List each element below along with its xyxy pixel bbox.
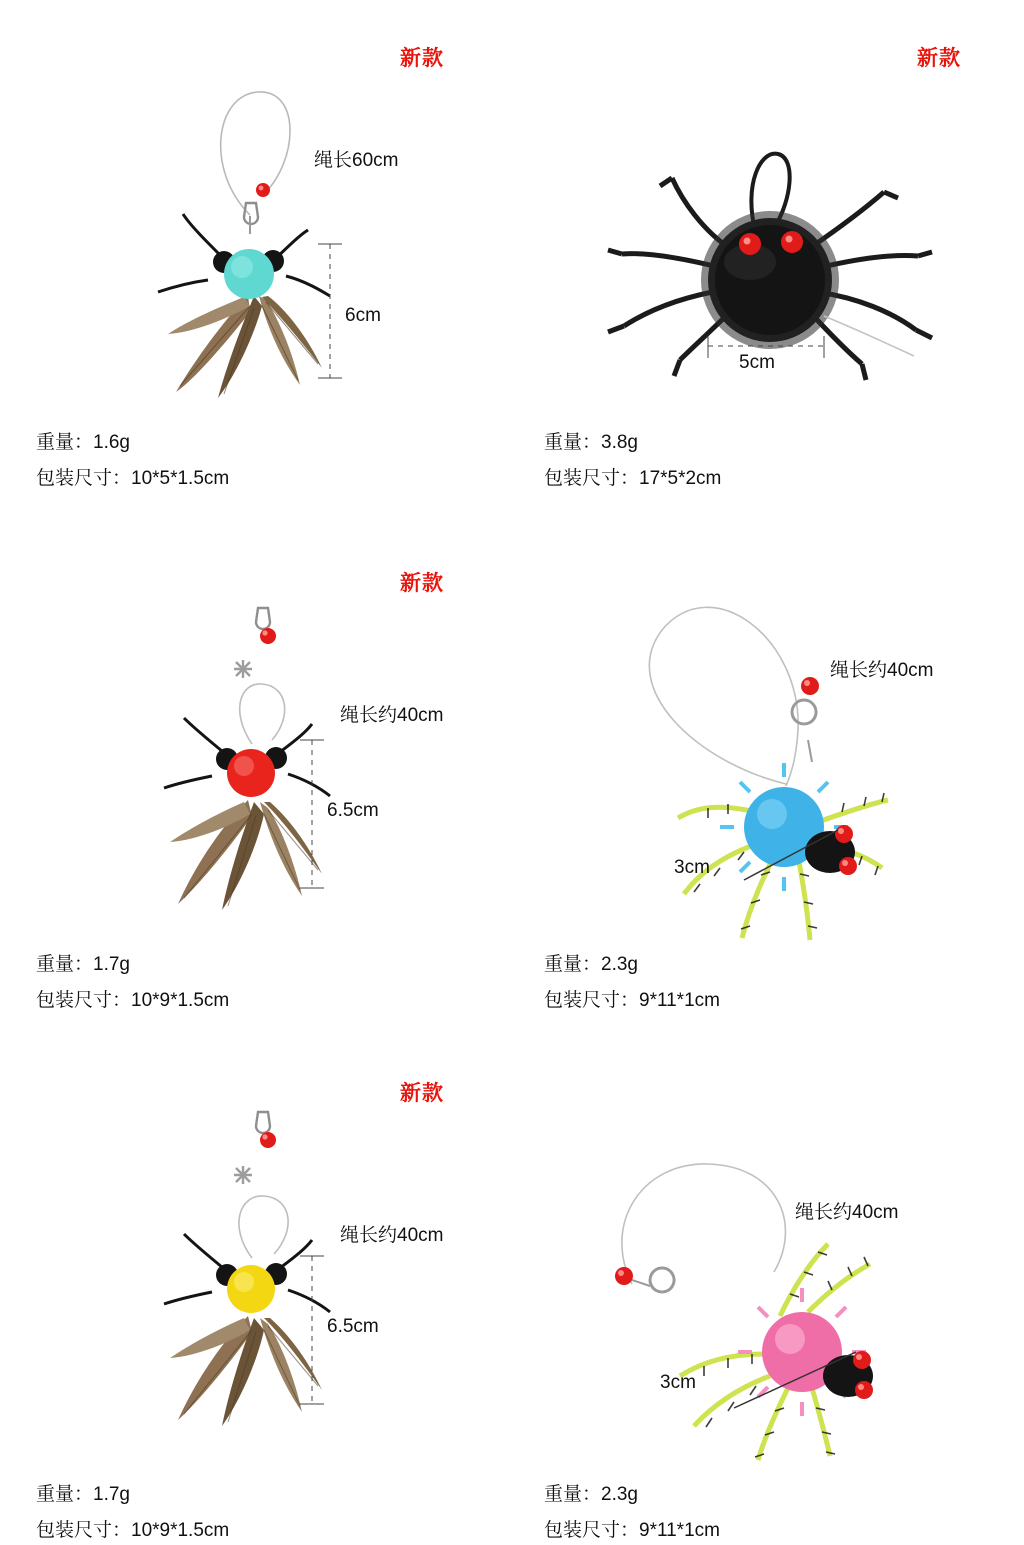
rope-length-label: 绳长60cm bbox=[314, 150, 399, 171]
package-size-line: 包装尺寸：17*5*2cm bbox=[544, 468, 722, 489]
weight-line: 重量：2.3g bbox=[544, 954, 638, 975]
product-card-blue-feather-bug bbox=[0, 0, 512, 512]
product-card-yellow-feather-bug bbox=[0, 1024, 512, 1541]
size-label: 6cm bbox=[345, 305, 381, 326]
rope-length-label: 绳长约40cm bbox=[795, 1202, 899, 1223]
rope-length-label: 绳长约40cm bbox=[340, 705, 444, 726]
product-card-blue-pom-spider bbox=[512, 512, 1024, 1024]
weight-line: 重量：2.3g bbox=[544, 1484, 638, 1505]
product-card-black-furry-spider bbox=[512, 0, 1024, 512]
product-card-red-feather-bug bbox=[0, 512, 512, 1024]
weight-line: 重量：1.7g bbox=[36, 1484, 130, 1505]
product-illustration-pink-pom-spider bbox=[512, 1024, 1024, 1536]
weight-line: 重量：1.7g bbox=[36, 954, 130, 975]
rope-length-label: 绳长约40cm bbox=[830, 660, 934, 681]
product-illustration-blue-pom-spider bbox=[512, 512, 1024, 1024]
package-size-line: 包装尺寸：9*11*1cm bbox=[544, 990, 720, 1011]
package-size-line: 包装尺寸：10*9*1.5cm bbox=[36, 990, 230, 1011]
size-label: 3cm bbox=[660, 1372, 696, 1393]
size-label: 5cm bbox=[739, 352, 775, 373]
package-size-line: 包装尺寸：10*9*1.5cm bbox=[36, 1520, 230, 1541]
new-badge: 新款 bbox=[400, 1082, 444, 1105]
new-badge: 新款 bbox=[400, 572, 444, 595]
package-size-line: 包装尺寸：9*11*1cm bbox=[544, 1520, 720, 1541]
weight-line: 重量：3.8g bbox=[544, 432, 638, 453]
product-card-pink-pom-spider bbox=[512, 1024, 1024, 1541]
weight-line: 重量：1.6g bbox=[36, 432, 130, 453]
size-label: 3cm bbox=[674, 857, 710, 878]
size-label: 6.5cm bbox=[327, 1316, 379, 1337]
size-label: 6.5cm bbox=[327, 800, 379, 821]
rope-length-label: 绳长约40cm bbox=[340, 1225, 444, 1246]
new-badge: 新款 bbox=[917, 47, 961, 70]
package-size-line: 包装尺寸：10*5*1.5cm bbox=[36, 468, 230, 489]
new-badge: 新款 bbox=[400, 47, 444, 70]
